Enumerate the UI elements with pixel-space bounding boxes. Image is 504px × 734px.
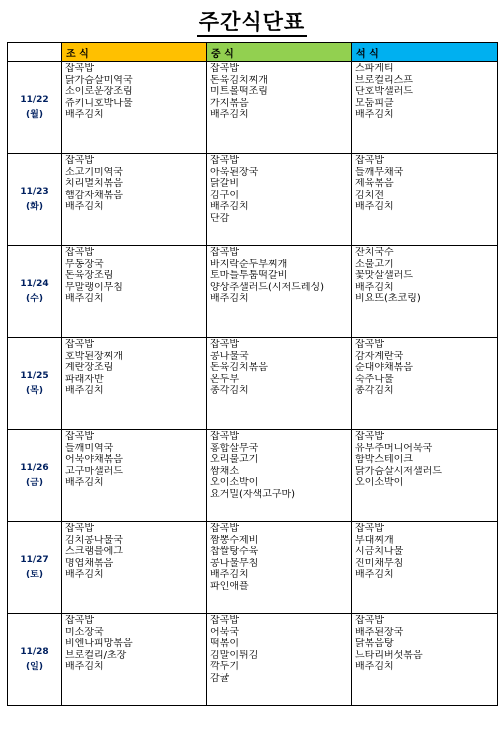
header-breakfast [62,43,207,62]
menu-item: 배추김치 [65,109,104,120]
menu-item: 배추김치 [355,569,394,580]
day-cell [8,62,62,154]
menu-item: 오리불고기 [210,454,259,465]
menu-item: 들깨미역국 [65,442,114,454]
menu-item: 배추김치 [65,293,104,304]
menu-item: 양상추샐러드(시저드레싱) [210,281,325,293]
day-cell [8,154,62,246]
menu-item: 치리멸치볶음 [65,178,123,189]
menu-item: 잡곡밥 [65,247,94,258]
menu-item: 총각김치 [210,385,249,396]
breakfast-cell [62,154,207,246]
menu-item: 브로컬리/초장 [65,649,127,661]
menu-item: 어묵야채볶음 [65,454,123,465]
header-lunch [207,43,352,62]
dinner-cell [352,614,498,706]
menu-item: 소고기미역국 [65,166,123,178]
menu-item: 김치콩나물국 [65,534,123,546]
lunch-cell [207,246,352,338]
menu-item: 닭가슴살미역국 [65,74,133,86]
day-row [8,154,498,246]
menu-item: 찹쌀탕수육 [210,546,259,557]
menu-item: 바지락순두부찌개 [210,258,288,270]
dinner-cell [352,62,498,154]
menu-item: 잡곡밥 [210,247,239,258]
menu-item: 잡곡밥 [65,155,94,166]
menu-item: 돈육김치찌개 [210,74,268,86]
menu-item: 쥬키니호박나물 [65,97,133,109]
menu-item: 진미채무침 [355,557,404,569]
menu-item: 잡곡밥 [65,615,94,626]
menu-item: 닭갈비 [210,178,239,189]
lunch-cell [207,522,352,614]
menu-item: 잡곡밥 [210,523,239,534]
weekly-menu-table [7,42,498,706]
menu-item: 쌈채소 [210,465,239,477]
menu-item: 잡곡밥 [210,339,239,350]
day-row [8,62,498,154]
menu-item: 잡곡밥 [65,63,94,74]
menu-item: 김말이튀김 [210,649,259,661]
menu-item: 짬뽕수제비 [210,534,259,546]
menu-item: 돈육장조림 [65,270,114,281]
menu-item: 가지볶음 [210,97,249,109]
day-row [8,246,498,338]
menu-item: 어묵국 [210,626,239,638]
menu-item: 브로컬리스프 [355,74,413,86]
menu-item: 홍합살무국 [210,442,259,454]
lunch-cell [207,154,352,246]
menu-item: 들깨무채국 [355,166,404,178]
menu-item: 배추된장국 [355,626,404,638]
menu-item: 명엽채볶음 [65,557,114,569]
day-cell [8,614,62,706]
menu-item: 파인애플 [210,580,249,592]
breakfast-cell [62,430,207,522]
menu-item: 배추김치 [65,477,104,488]
dinner-cell [352,154,498,246]
menu-item: 모둠피클 [355,97,394,109]
day-weekday: (화) [26,202,43,212]
menu-item: 단감 [210,212,230,224]
menu-item: 잡곡밥 [355,155,384,166]
menu-item: 돈육김치볶음 [210,362,268,373]
day-date: 11/26 [20,463,49,473]
day-cell [8,430,62,522]
menu-item: 감귤 [210,672,230,684]
menu-item: 배추김치 [210,109,249,120]
menu-item: 잔치국수 [355,247,394,258]
header-lunch-label: 중 식 [211,48,234,60]
menu-item: 잡곡밥 [210,615,239,626]
menu-item: 잡곡밥 [355,431,384,442]
menu-item: 아욱된장국 [210,166,259,178]
menu-item: 잡곡밥 [210,63,239,74]
menu-item: 배추김치 [210,569,249,580]
menu-item: 순대야채볶음 [355,362,413,373]
menu-item: 미트볼떡조림 [210,86,268,97]
header-dinner [352,43,498,62]
breakfast-cell [62,246,207,338]
menu-item: 부대찌개 [355,534,394,546]
day-weekday: (일) [26,662,43,672]
menu-body [8,62,498,706]
day-date: 11/22 [20,95,49,105]
menu-item: 스크램블에그 [65,546,123,557]
day-date: 11/24 [20,279,49,289]
day-row [8,614,498,706]
menu-item: 잡곡밥 [65,431,94,442]
menu-item: 시금치나물 [355,546,404,557]
dinner-cell [352,246,498,338]
menu-item: 잡곡밥 [355,339,384,350]
menu-item: 파래자반 [65,373,104,385]
menu-item: 오이소박이 [210,477,259,488]
menu-item: 비요뜨(초코링) [355,293,421,304]
day-weekday: (수) [26,294,43,304]
menu-item: 토마틀투툼떡갈비 [210,270,288,281]
menu-item: 잡곡밥 [210,155,239,166]
menu-item: 김치전 [355,189,384,201]
dinner-cell [352,522,498,614]
menu-item: 제육볶음 [355,178,394,189]
lunch-cell [207,62,352,154]
day-weekday: (목) [26,386,43,396]
menu-item: 배추김치 [210,293,249,304]
day-date: 11/28 [20,647,49,657]
menu-item: 잡곡밥 [65,339,94,350]
day-weekday: (월) [26,110,43,120]
menu-item: 요거밀(자색고구마) [210,488,296,500]
menu-item: 잡곡밥 [355,523,384,534]
menu-item: 스파게티 [355,63,394,74]
dinner-cell [352,338,498,430]
menu-item: 닭볶음탕 [355,638,394,649]
menu-item: 단호박샐러드 [355,86,413,97]
menu-item: 미소장국 [65,626,104,638]
lunch-cell [207,430,352,522]
menu-item: 비엔나피망볶음 [65,638,133,649]
day-weekday: (토) [26,570,43,580]
menu-item: 감자계란국 [355,350,404,362]
menu-item: 잡곡밥 [65,523,94,534]
header-dinner-label: 석 식 [356,48,379,60]
day-row [8,522,498,614]
dinner-cell [352,430,498,522]
day-date: 11/27 [20,555,49,565]
breakfast-cell [62,522,207,614]
menu-item: 닭가슴살시저샐러드 [355,465,442,477]
page-title [0,6,504,36]
menu-item: 콩나물국 [210,350,249,362]
day-row [8,338,498,430]
menu-item: 소불고기 [355,258,394,270]
menu-item: 무말랭이무침 [65,281,123,293]
day-date: 11/23 [20,187,49,197]
menu-item: 느타리버섯볶음 [355,649,423,661]
day-cell [8,246,62,338]
menu-item: 총각김치 [355,385,394,396]
menu-item: 배추김치 [65,569,104,580]
menu-item: 배추김치 [65,385,104,396]
menu-item: 콩나물무침 [210,557,259,569]
menu-item: 호박된장찌개 [65,350,123,362]
menu-item: 배추김치 [65,201,104,212]
menu-item: 배추김치 [210,201,249,212]
menu-item: 깍두기 [210,661,239,672]
lunch-cell [207,338,352,430]
header-row [8,43,498,62]
day-cell [8,338,62,430]
menu-item: 온두부 [210,373,239,385]
menu-item: 소이로운장조림 [65,86,133,97]
menu-item: 배추김치 [355,109,394,120]
day-date: 11/25 [20,371,49,381]
menu-item: 무동장국 [65,258,104,270]
lunch-cell [207,614,352,706]
page-title-text: 주간식단표 [197,10,307,37]
menu-item: 오이소박이 [355,477,404,488]
menu-item: 배추김치 [355,661,394,672]
menu-item: 배추김치 [355,281,394,293]
menu-item: 김구이 [210,189,239,201]
menu-item: 계란장조림 [65,362,114,373]
menu-item: 배추김치 [355,201,394,212]
menu-item: 잡곡밥 [210,431,239,442]
breakfast-cell [62,338,207,430]
menu-item: 햄감자채볶음 [65,189,123,201]
menu-item: 떡볶이 [210,638,239,649]
breakfast-cell [62,62,207,154]
header-blank [8,43,62,62]
day-cell [8,522,62,614]
day-weekday: (금) [26,478,43,488]
header-breakfast-label: 조 식 [66,48,89,60]
day-row [8,430,498,522]
breakfast-cell [62,614,207,706]
menu-item: 꽃맛살샐러드 [355,270,413,281]
menu-item: 고구마샐러드 [65,465,123,477]
menu-item: 잡곡밥 [355,615,384,626]
menu-item: 유부주머니어묵국 [355,442,433,454]
menu-item: 함박스테이크 [355,454,413,465]
menu-item: 숙주나물 [355,373,394,385]
menu-item: 배추김치 [65,661,104,672]
